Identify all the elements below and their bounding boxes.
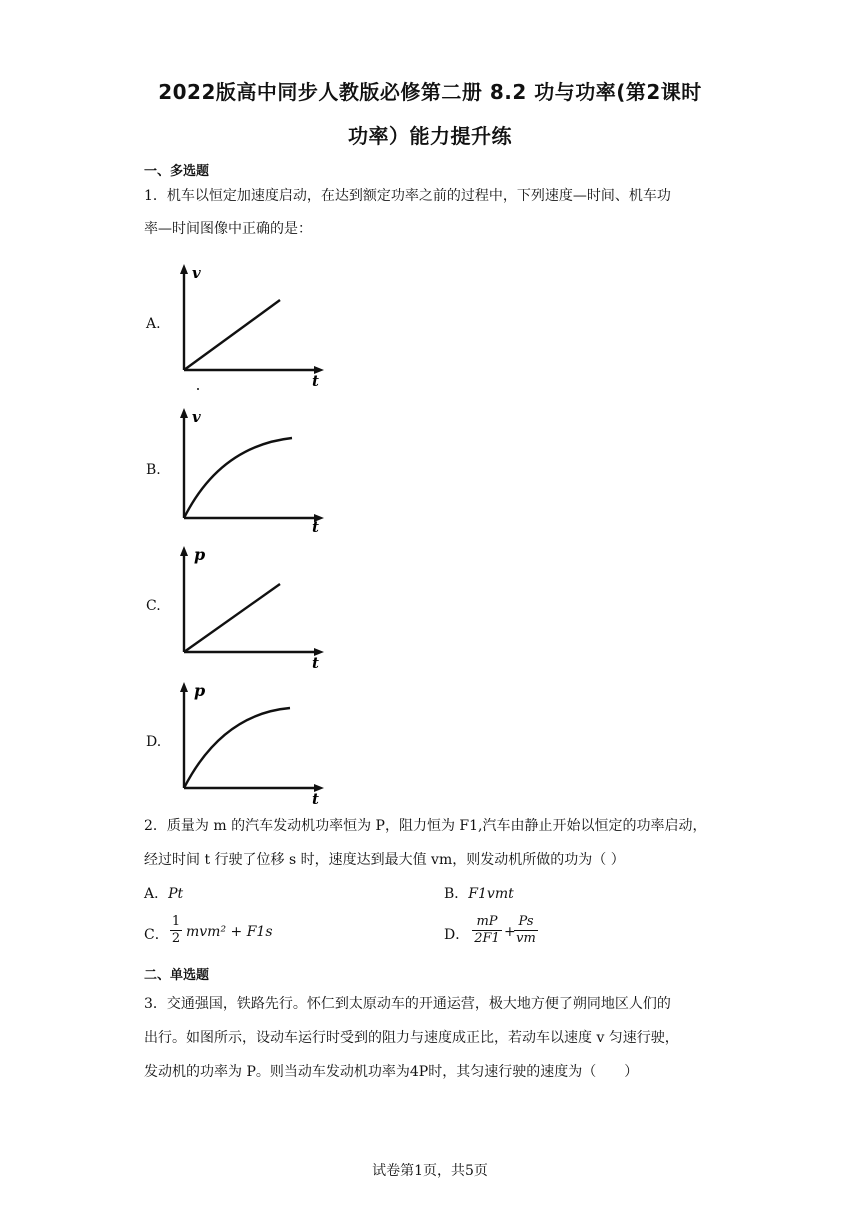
q2-option-c-rest: mvm² + F1s (186, 924, 273, 940)
q2-option-a-text: Pt (168, 886, 184, 902)
p-t-curve (184, 708, 290, 788)
q1-option-d-graph (172, 680, 332, 808)
q2-option-d-label: D． (444, 927, 470, 943)
y-axis-arrow (180, 546, 188, 556)
fraction-denominator: 2F1 (472, 930, 502, 947)
q1-option-a-graph (172, 262, 332, 390)
y-axis-label: v (192, 408, 201, 426)
v-t-curve (184, 438, 292, 518)
x-axis-label: t (312, 790, 319, 808)
fraction-denominator: vm (514, 930, 538, 947)
q1-option-b-label: B. (146, 462, 161, 478)
fraction-numerator: Ps (518, 914, 534, 929)
q1-option-c-label: C. (146, 598, 161, 614)
q1-text-line-1: 1．机车以恒定加速度启动，在达到额定功率之前的过程中，下列速度—时间、机车功 (144, 188, 671, 204)
x-axis-label: t (312, 654, 319, 672)
q2-option-d-fraction-2 (514, 914, 538, 947)
plus-sign: + (504, 924, 516, 940)
y-axis-label: p (194, 681, 206, 700)
q1-option-a-label: A. (146, 316, 161, 332)
q3-text-line-3: 发动机的功率为 P。则当动车发动机功率为4P时，其匀速行驶的速度为（ ） (144, 1064, 639, 1080)
fraction-denominator: 2 (171, 931, 181, 946)
q1-option-d-label: D. (146, 734, 162, 750)
q1-option-b-graph (172, 406, 332, 534)
fraction-numerator: mP (476, 914, 498, 929)
q2-option-a-label: A． (144, 886, 169, 902)
v-t-line (184, 300, 280, 370)
q1-text-line-2: 率—时间图像中正确的是： (144, 221, 312, 237)
q2-text-line-2: 经过时间 t 行驶了位移 s 时，速度达到最大值 vm，则发动机所做的功为（ ） (144, 852, 625, 868)
x-axis-label: t (312, 518, 319, 534)
p-t-line (184, 584, 280, 652)
q3-text-line-1: 3．交通强国，铁路先行。怀仁到太原动车的开通运营，极大地方便了朔同地区人们的 (144, 996, 671, 1012)
q3-text-line-2: 出行。如图所示，设动车运行时受到的阻力与速度成正比，若动车以速度 v 匀速行驶， (144, 1030, 679, 1046)
page-title-line-1: 2022版高中同步人教版必修第二册 8.2 功与功率(第2课时 (158, 80, 702, 104)
q2-option-b-text: F1vmt (468, 886, 514, 902)
q2-option-a (144, 878, 183, 910)
y-axis-label: p (194, 545, 206, 564)
q2-option-d-fraction-1 (472, 914, 502, 947)
y-axis-arrow (180, 408, 188, 418)
page-title-line-2: 功率）能力提升练 (348, 124, 512, 148)
q2-option-b (444, 878, 514, 910)
y-axis-arrow (180, 264, 188, 274)
q2-option-c-label: C． (144, 927, 169, 943)
y-axis-label: v (192, 264, 201, 282)
x-axis-label: t (312, 372, 319, 390)
q1-option-c-graph (172, 544, 332, 672)
fraction-numerator: 1 (171, 914, 181, 929)
q2-option-c-fraction (170, 914, 182, 947)
q2-text-line-1: 2．质量为 m 的汽车发动机功率恒为 P，阻力恒为 F1,汽车由静止开始以恒定的功率启动， (144, 818, 707, 834)
stray-dot (197, 388, 199, 390)
q2-option-b-label: B． (444, 886, 469, 902)
y-axis-arrow (180, 682, 188, 692)
page-footer: 试卷第1页，共5页 (372, 1163, 488, 1179)
section-heading-single-choice: 二、单选题 (144, 968, 210, 983)
section-heading-multi-choice: 一、多选题 (144, 164, 210, 179)
